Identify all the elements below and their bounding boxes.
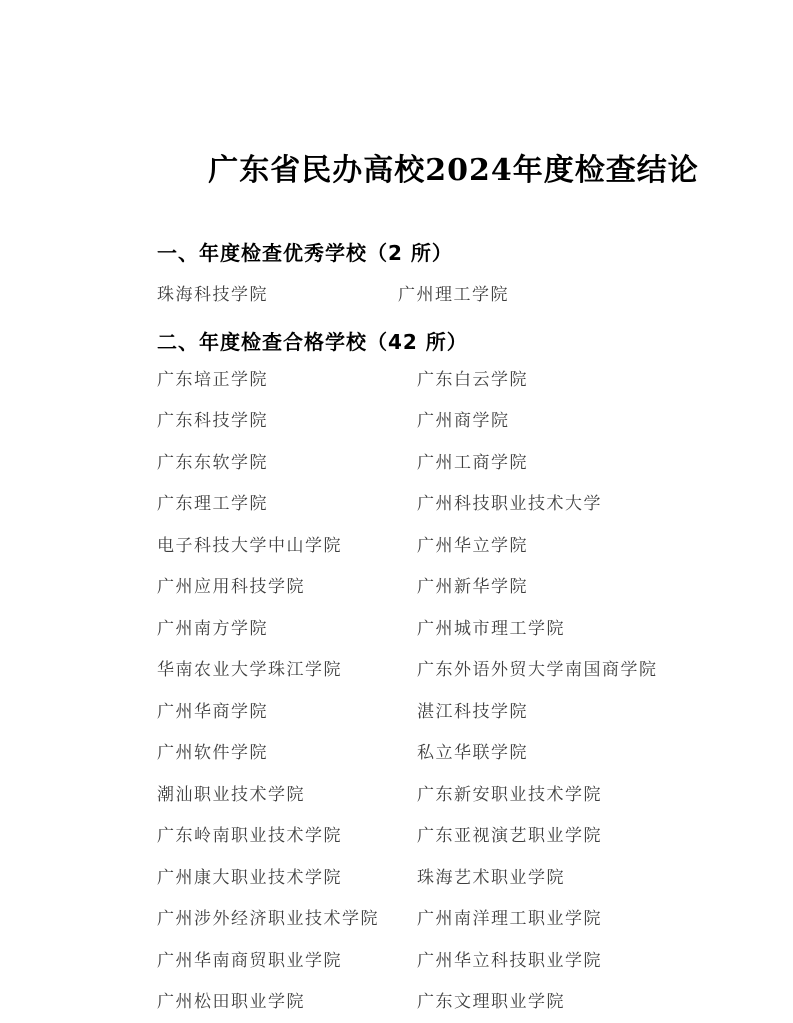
school-name: 广东文理职业学院 [417,991,733,1013]
school-name: 广州新华学院 [417,576,733,598]
school-name: 广东亚视演艺职业学院 [417,825,733,847]
school-name: 广州理工学院 [398,284,733,306]
school-list-row [157,401,733,443]
school-name: 广州南方学院 [157,618,417,640]
school-name: 广州商学院 [417,410,733,432]
school-name: 广州华南商贸职业学院 [157,950,417,972]
school-name: 广州应用科技学院 [157,576,417,598]
school-list-row [157,816,733,858]
school-name: 广东培正学院 [157,369,417,391]
school-list-row [157,484,733,526]
school-name: 广州科技职业技术大学 [417,493,733,515]
school-name: 广东白云学院 [417,369,733,391]
school-name: 广州涉外经济职业技术学院 [157,908,417,930]
section-excellent-heading: 一、年度检查优秀学校（2 所） [157,240,733,266]
school-name: 广东岭南职业技术学院 [157,825,417,847]
school-name: 珠海科技学院 [157,284,398,306]
school-name: 广州康大职业技术学院 [157,867,417,889]
school-name: 广州南洋理工职业学院 [417,908,733,930]
school-list-row [157,940,733,982]
school-list-row [157,359,733,401]
school-name: 湛江科技学院 [417,701,733,723]
school-name: 珠海艺术职业学院 [417,867,733,889]
school-list-row [157,857,733,899]
school-list-row [157,982,733,1023]
school-name: 广东东软学院 [157,452,417,474]
document-title: 广东省民办高校2024年度检查结论 [89,150,793,192]
school-name: 广州华商学院 [157,701,417,723]
school-name: 私立华联学院 [417,742,733,764]
school-list-row [157,525,733,567]
school-name: 广州华立学院 [417,535,733,557]
school-name: 广州工商学院 [417,452,733,474]
school-list-row [157,442,733,484]
school-name: 电子科技大学中山学院 [157,535,417,557]
school-name: 广州城市理工学院 [417,618,733,640]
school-list-row [157,650,733,692]
school-name: 广东外语外贸大学南国商学院 [417,659,733,681]
school-name: 广东新安职业技术学院 [417,784,733,806]
excellent-schools-row [157,274,733,315]
school-list-row [157,608,733,650]
school-name: 广州软件学院 [157,742,417,764]
school-name: 广东科技学院 [157,410,417,432]
school-name: 广州松田职业学院 [157,991,417,1013]
school-name: 广州华立科技职业学院 [417,950,733,972]
school-list-row [157,733,733,775]
school-name: 华南农业大学珠江学院 [157,659,417,681]
school-list-row [157,567,733,609]
school-list-row [157,691,733,733]
qualified-schools-list [157,359,733,1023]
school-name: 潮汕职业技术学院 [157,784,417,806]
school-list-row [157,899,733,941]
section-qualified-heading: 二、年度检查合格学校（42 所） [157,329,733,355]
school-name: 广东理工学院 [157,493,417,515]
school-list-row [157,774,733,816]
